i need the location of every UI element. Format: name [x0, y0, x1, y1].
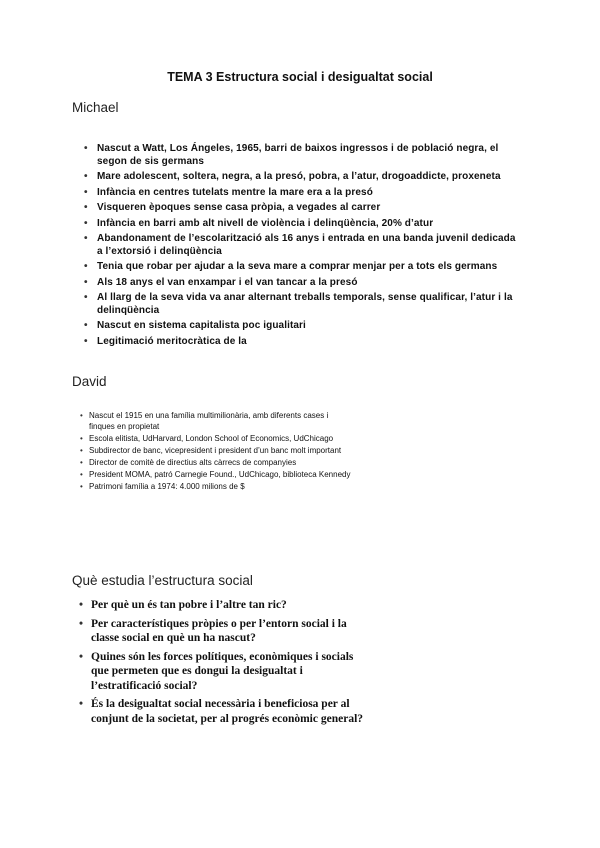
list-item: • Escola elitista, UdHarvard, London School of Economics, UdChicago: [89, 434, 354, 445]
list-item: • President MOMA, patró Carnegie Found., UdChicago, biblioteca Kennedy: [89, 470, 354, 481]
list-item: • Nascut el 1915 en una família multimilionària, amb diferents cases i finques en propietat: [89, 411, 354, 432]
section-heading-social: Què estudia l’estructura social: [72, 573, 253, 588]
list-item: • Infància en centres tutelats mentre la mare era a la presó: [97, 187, 517, 200]
list-item: • Nascut en sistema capitalista poc igualitari: [97, 320, 517, 333]
list-item: • Infància en barri amb alt nivell de violència i delinqüència, 20% d’atur: [97, 218, 517, 231]
section-heading-david: David: [72, 374, 107, 389]
list-item: • Al llarg de la seva vida va anar alternant treballs temporals, sense qualificar, l’atur i la delinqüència: [97, 292, 517, 317]
david-list: [89, 411, 354, 494]
list-item: • Per què un és tan pobre i l’altre tan ric?: [91, 598, 371, 613]
list-item: • Nascut a Watt, Los Ángeles, 1965, barri de baixos ingressos i de població negra, el segon de sis germans: [97, 143, 517, 168]
list-item: • Tenia que robar per ajudar a la seva mare a comprar menjar per a tots els germans: [97, 261, 517, 274]
list-item: • Quines són les forces polítiques, econòmiques i socials que permeten que es dongui la desigualtat i l’estratificació social?: [91, 650, 371, 694]
list-item: • És la desigualtat social necessària i beneficiosa per al conjunt de la societat, per al progrés econòmic general?: [91, 697, 371, 726]
list-item: • Mare adolescent, soltera, negra, a la presó, pobra, a l’atur, drogoaddicte, proxeneta: [97, 171, 517, 184]
list-item: • Per característiques pròpies o per l’entorn social i la classe social en què un ha nascut?: [91, 617, 371, 646]
section-heading-michael: Michael: [72, 100, 119, 115]
list-item: • Abandonament de l’escolarització als 16 anys i entrada en una banda juvenil dedicada a l’extorsió i delinqüència: [97, 233, 517, 258]
list-item: • Als 18 anys el van enxampar i el van tancar a la presó: [97, 277, 517, 290]
social-questions-list: [91, 598, 371, 730]
page-title: TEMA 3 Estructura social i desigualtat social: [167, 70, 433, 84]
michael-list: [97, 143, 517, 351]
list-item: • Patrimoni família a 1974: 4.000 milions de $: [89, 482, 354, 493]
list-item: • Director de comitè de directius alts càrrecs de companyies: [89, 458, 354, 469]
list-item: • Legitimació meritocràtica de la: [97, 336, 517, 349]
list-item: • Subdirector de banc, vicepresident i president d’un banc molt important: [89, 446, 354, 457]
list-item: • Visqueren èpoques sense casa pròpia, a vegades al carrer: [97, 202, 517, 215]
